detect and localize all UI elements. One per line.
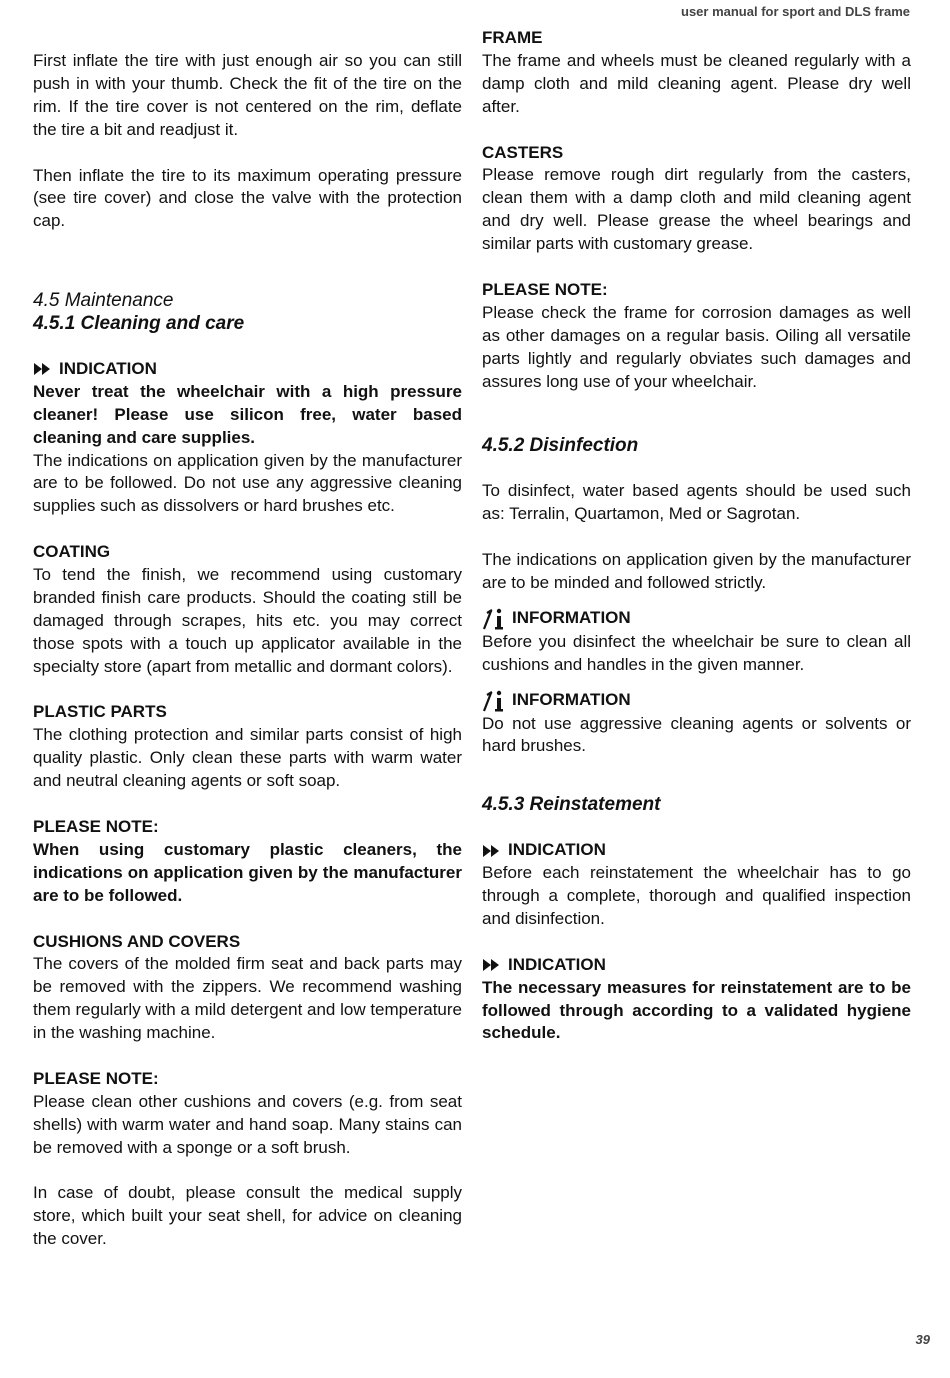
information-tool-icon xyxy=(482,689,506,713)
plastic-parts-text: The clothing protection and similar parts consist of high quality plastic. Only clean these parts with warm water and neutral cleaning agents or soft soap. xyxy=(33,725,462,791)
intro-paragraph-1: First inflate the tire with just enough air so you can still push in with your thumb. Check the fit of the tire on the rim. If the tire cover is not centered on the rim, deflate the tire a bit and readjust it. xyxy=(33,51,462,139)
frame-label: FRAME xyxy=(482,28,543,47)
right-column xyxy=(482,27,911,1045)
coating-text: To tend the finish, we recommend using customary branded finish care products. Should the coating still be damaged through scrapes, hits etc. you may correct those spots with a touch up applicator available in the specialty store (apart from metallic and dormant colors). xyxy=(33,565,462,676)
plastic-parts-label: PLASTIC PARTS xyxy=(33,702,167,722)
disinfect-paragraph-2: The indications on application given by the manufacturer are to be minded and followed strictly. xyxy=(482,549,911,592)
please-note-label-right: PLEASE NOTE: xyxy=(482,279,608,299)
indication-label-right-2: INDICATION xyxy=(508,954,606,974)
indication-header xyxy=(33,358,462,381)
coating-label: COATING xyxy=(33,542,111,562)
indication-header-right-2 xyxy=(482,954,911,977)
please-note-bold-text: When using customary plastic cleaners, the indications on application given by the manufacturer are to be followed. xyxy=(33,839,462,905)
indication-text-right-1: Before each reinstatement the wheelchair has to go through a complete, thorough and qualified inspection and disinfection. xyxy=(482,863,911,928)
information-label-2: INFORMATION xyxy=(512,690,631,710)
cushions-covers-text: The covers of the molded firm seat and back parts may be removed with the zippers. We recommend washing them regularly with a mild detergent and low temperature in the washing machine. xyxy=(33,954,462,1043)
information-text-1: Before you disinfect the wheelchair be sure to clean all cushions and handles in the given manner. xyxy=(482,631,911,674)
subsection-heading-cleaning: 4.5.1 Cleaning and care xyxy=(33,313,245,335)
section-heading-maintenance: 4.5 Maintenance xyxy=(33,290,174,312)
fast-forward-icon xyxy=(33,362,53,376)
indication-text: The indications on application given by the manufacturer are to be followed. Do not use any aggressive cleaning supplies such as dissolvers or hard brushes etc. xyxy=(33,450,462,516)
fast-forward-icon xyxy=(482,844,502,858)
disinfect-paragraph-1: To disinfect, water based agents should be used such as: Terralin, Quartamon, Med or Sagrotan. xyxy=(482,481,911,524)
information-label-1: INFORMATION xyxy=(512,608,631,628)
indication-label-right-1: INDICATION xyxy=(508,840,606,860)
page-header: user manual for sport and DLS frame xyxy=(681,4,910,19)
intro-paragraph-2: Then inflate the tire to its maximum operating pressure (see tire cover) and close the valve with the protection cap. xyxy=(33,165,462,231)
casters-text: Please remove rough dirt regularly from the casters, clean them with a damp cloth and mild cleaning agent and dry well. Please grease the wheel bearings and similar parts with customary grease. xyxy=(482,165,911,254)
information-tool-icon xyxy=(482,607,506,631)
information-header-2 xyxy=(482,689,911,713)
please-note-text-right: Please check the frame for corrosion damages as well as other damages on a regular basis. Oiling all versatile parts lightly and regularly obviates such damages and assures long use of your wheelchair. xyxy=(482,302,911,391)
subsection-heading-disinfection: 4.5.2 Disinfection xyxy=(482,435,639,457)
subsection-heading-reinstatement: 4.5.3 Reinstatement xyxy=(482,794,661,816)
doubt-paragraph: In case of doubt, please consult the medical supply store, which built your seat shell, for advice on cleaning the cover. xyxy=(33,1183,462,1249)
left-column xyxy=(33,50,462,1251)
please-note-label: PLEASE NOTE: xyxy=(33,816,159,836)
indication-header-right-1 xyxy=(482,839,911,862)
page-number: 39 xyxy=(915,1332,930,1347)
frame-text: The frame and wheels must be cleaned regularly with a damp cloth and mild cleaning agent. Please dry well after. xyxy=(482,50,911,116)
please-note-text-2: Please clean other cushions and covers (e.g. from seat shells) with warm water and hand soap. Many stains can be removed with a sponge or a soft brush. xyxy=(33,1091,462,1157)
fast-forward-icon xyxy=(482,958,502,972)
cushions-covers-label: CUSHIONS AND COVERS xyxy=(33,931,241,951)
information-text-2: Do not use aggressive cleaning agents or solvents or hard brushes. xyxy=(482,713,911,756)
information-header-1 xyxy=(482,607,911,631)
indication-bold-right-2: The necessary measures for reinstatement are to be followed through according to a validated hygiene schedule. xyxy=(482,977,911,1043)
casters-label: CASTERS xyxy=(482,142,564,162)
please-note-label-2: PLEASE NOTE: xyxy=(33,1068,159,1088)
indication-label: INDICATION xyxy=(59,358,157,378)
indication-warning: Never treat the wheelchair with a high pressure cleaner! Please use silicon free, water based cleaning and care supplies. xyxy=(33,381,462,447)
